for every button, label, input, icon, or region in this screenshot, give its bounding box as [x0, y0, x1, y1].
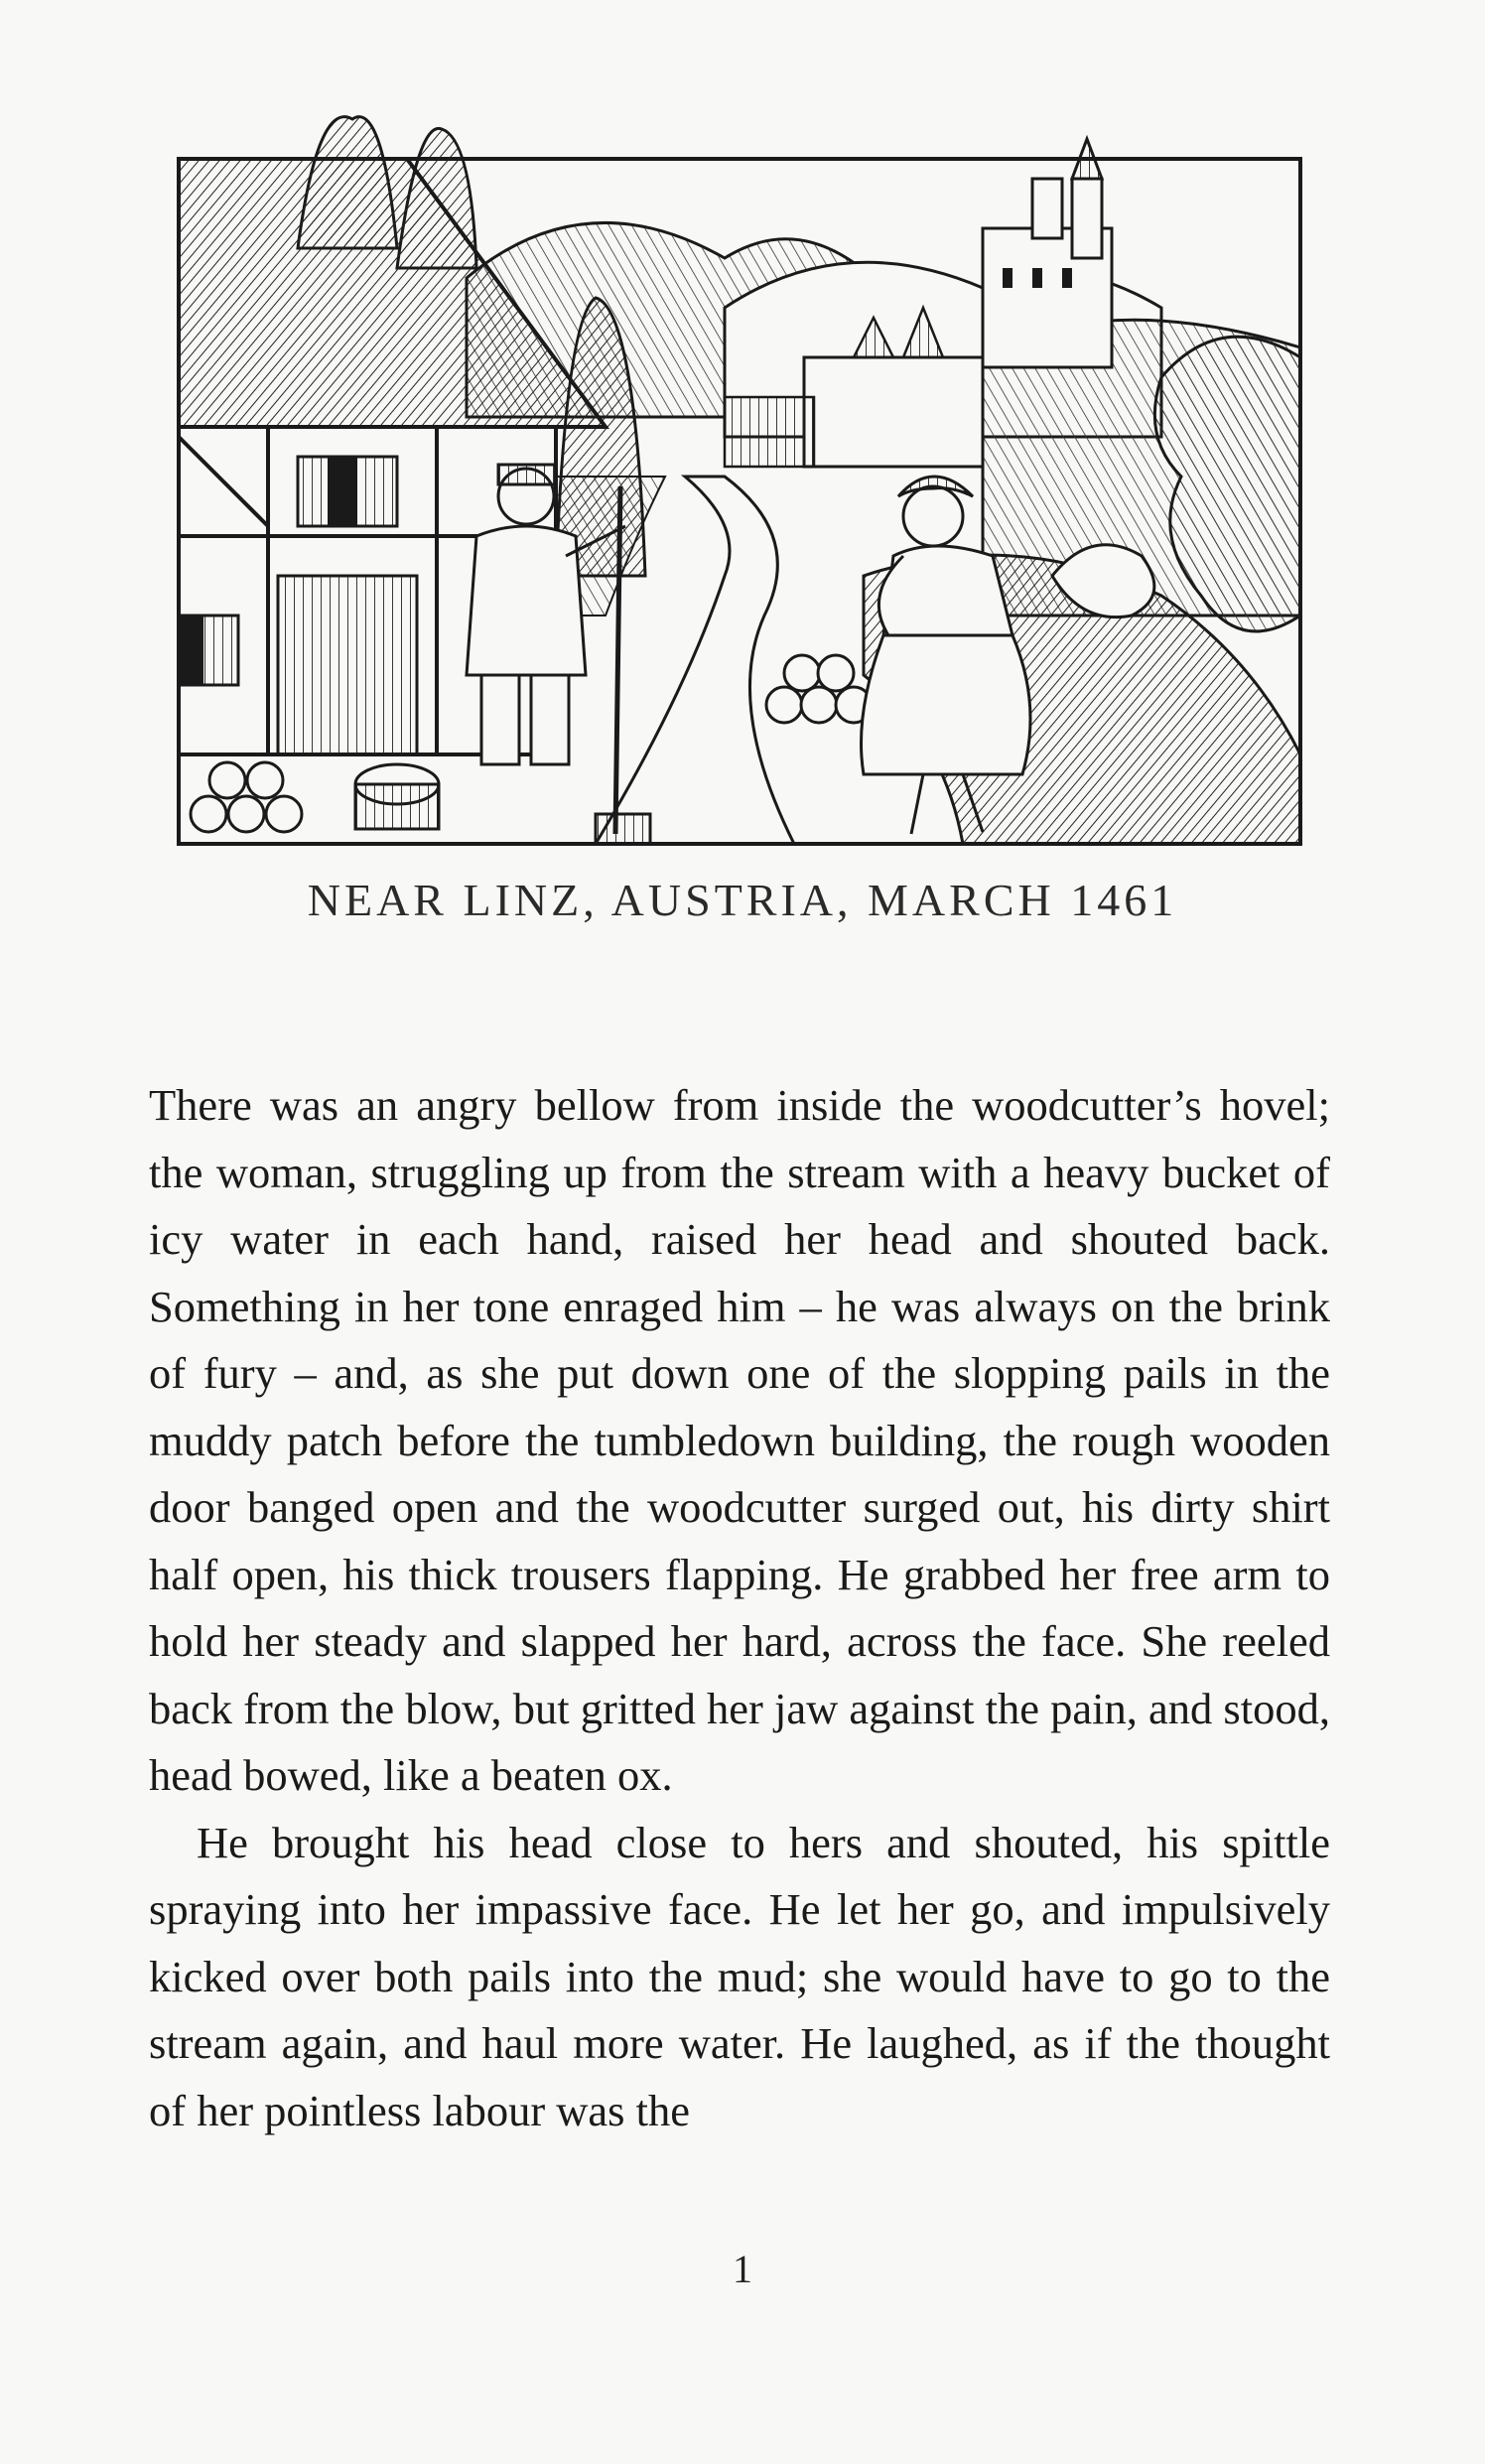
chapter-body	[149, 1072, 1330, 2144]
paragraph: There was an angry bellow from inside the woodcutter’s hovel; the woman, struggling up from the stream with a heavy bucket of icy water in each hand, raised her head and shouted back. Something in her tone enraged him – he was always on the brink of fury – and, as she put down one of the slopping pails in the muddy patch before the tumbledown building, the rough wooden door banged open and the woodcutter surged out, his dirty shirt half open, his thick trousers flapping. He grabbed her free arm to hold her steady and slapped her hard, across the face. She reeled back from the blow, but gritted her jaw against the pain, and stood, head bowed, like a beaten ox.	[149, 1080, 1330, 1800]
woodcut-village-illustration	[169, 60, 1310, 854]
paragraph: He brought his head close to hers and shouted, his spittle spraying into her impassive face. He let her go, and impulsively kicked over both pails into the mud; she would have to go to the stream again, and haul more water. He laughed, as if the thought of her pointless labour was the	[149, 1817, 1330, 2135]
chapter-heading: NEAR LINZ, AUSTRIA, MARCH 1461	[307, 875, 1178, 925]
page-number: 1	[733, 2247, 752, 2291]
woodcut-scene-icon	[169, 60, 1310, 854]
